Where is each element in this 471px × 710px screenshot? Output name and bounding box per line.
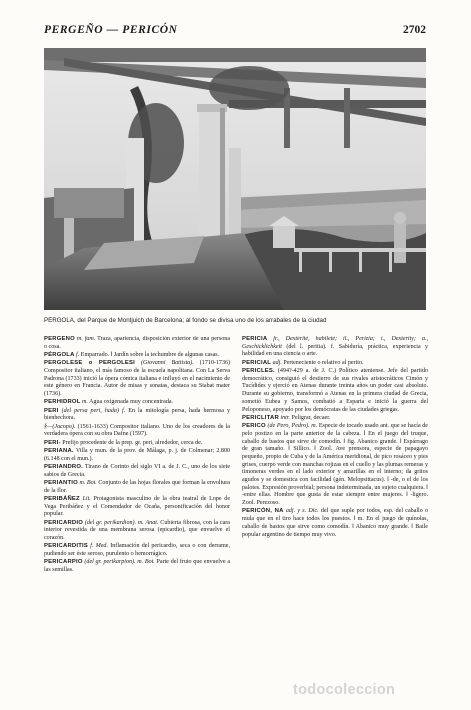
entry-headword: PERICÓN, NA — [242, 508, 284, 515]
running-title: PERGEÑO — PERICÓN — [44, 24, 178, 36]
entry-category: adj. y s. Dic. — [285, 508, 319, 515]
entry-category: (de Pero, Pedro). m. — [267, 423, 318, 430]
entry-definition: (494?-429 a. de J. C.) Político ateniense. Jefe del partido democrático, consiguió el destierro de sus rivales aristocráticos Cimón y Tucídides y ejerció en Atenas durante treinta años un poder casi absoluto. Durante su gobierno, transformó a Atenas en la primera ciudad de Grecia, sometió Eubea y Samos, combatió a Esparta e inició la guerra del Peloponeso, apoyado por los demócratas de las ciudades griegas. — [242, 368, 428, 413]
entry-headword: PÉRGOLA — [44, 352, 75, 358]
entry-definition: Tirano de Corinto del siglo VI a. de J. C., uno de los siete sabios de Grecia. — [44, 464, 230, 478]
page-header — [44, 24, 426, 38]
entry-definition: Villa y mun. de la prov. de Málaga, p. j. de Colmenar; 2.800 (6.148 con el mun.). — [44, 448, 230, 462]
entry-definition: Perteneciente o relativo al perito. — [283, 359, 364, 366]
dictionary-entry — [44, 408, 230, 423]
entry-headword: PERICLITAR — [242, 414, 279, 421]
page-number: 2702 — [403, 24, 426, 36]
entry-category: m. — [82, 399, 88, 406]
entry-definition: (del l. peritia). f. Sabiduría, práctica, experiencia y habilidad en una ciencia o arte. — [242, 343, 428, 358]
photo-illustration — [44, 48, 426, 310]
entry-category: (del gr. perikarpion). m. Bot. — [84, 559, 155, 566]
entry-definition: Prefijo procedente de la prep. gr. peri, alrededor, cerca de. — [62, 439, 203, 446]
photo-caption: PÉRGOLA, del Parque de Montjuich de Barcelona; al fondo se divisa uno de los arrabales de la ciudad — [44, 317, 327, 324]
dictionary-entry — [44, 440, 230, 448]
entry-headword: PERICARDITIS — [44, 543, 88, 550]
entry-category: f. Med. — [90, 543, 108, 550]
entry-category: (del persa peri, hada) f. — [61, 407, 126, 414]
dictionary-entry — [44, 559, 230, 574]
entry-headword: PERI — [44, 407, 59, 414]
entry-definition: Traza, apariencia, disposición exterior de una persona o cosa. — [44, 336, 230, 350]
entry-definition: Agua oxigenada muy concentrada. — [89, 399, 174, 406]
entry-headword: PERIANTIO — [44, 480, 78, 486]
entry-definition: Peligrar, decaer. — [291, 414, 331, 421]
entry-definition: (1561-1633) Compositor italiano. Uno de los creadores de la verdadera ópera con su obra Dafne (1597). — [44, 423, 230, 438]
entry-definition: Emparrado. ‖ Jardín sobre la techumbre de algunas casas. — [80, 352, 220, 358]
entry-category: §—(Jacopo). — [44, 423, 76, 430]
entry-headword: PERICIA — [242, 336, 268, 342]
dictionary-entry — [44, 496, 230, 519]
entry-definition: del que suple por todos, esp. del caballo o mula que en el tiro hace todos los puestos. ‖ m. En el juego de quínolas, caballo de bastos que sirve como comodín. ‖ Abanico muy grande. ‖ Baile popular argentino de tiempo muy vivo. — [242, 508, 428, 538]
entry-headword: PERI- — [44, 439, 61, 446]
entry-headword: PERGEÑO — [44, 336, 75, 342]
left-column — [44, 336, 230, 686]
entry-category: f. — [76, 352, 80, 358]
dictionary-entry — [44, 360, 230, 399]
right-column — [242, 336, 428, 686]
entry-headword: PERICLES. — [242, 368, 275, 374]
entry-category: (del gr. perikardion). m. Anat. — [84, 519, 159, 526]
dictionary-entry — [44, 543, 230, 558]
entry-category: m. Bot. — [79, 480, 97, 486]
dictionary-columns — [44, 336, 428, 686]
pergola-photograph — [44, 48, 426, 310]
entry-definition: Inflamación del pericardio, seca o con derrame, pudiendo ser éste seroso, purulento o hemorrágico. — [44, 543, 230, 558]
dictionary-entry — [44, 352, 230, 360]
entry-headword: PERHIDROL — [44, 399, 81, 406]
entry-definition: Cubierta fibrosa, con la cara interior revestida de una membrana serosa (epicardio), que envuelve el corazón. — [44, 519, 230, 542]
entry-definition: Especie de tocado usado ant. que se hacía de pelo postizo en la parte anterior de la cabeza. ‖ En el juego del truque, caballo de bastos que sirve de comodín. ‖ fig. Abanico grande. ‖ Espárrago de gran tamaño. ‖ Sillico. ‖ Zool. Ave prensora, especie de papagayo pequeño, propio de Cuba y de la América meridional, de pico rosáceo y pies grises, cuerpo verde con manchas rojizas en el cuello y las plumas remeras y timoneras verdes en el lado exterior y amarillas en el interno; da gritos agudos y se domestica con facilidad (gén. Melopsittacus). ‖ -de, o el de los palotes. Expresión proverbial; persona indeterminada, un sujeto cualquiera. ‖ -entre ellas. Hombre que gusta de estar siempre entre mujeres. ‖ -ligero. Zool. Perezoso. — [242, 423, 428, 507]
entry-definition: Conjunto de las hojas florales que forman la envoltura de la flor. — [44, 480, 230, 494]
entry-headword: PERICARDIO — [44, 519, 83, 526]
entry-headword: PERIANDRO. — [44, 464, 83, 470]
entry-category: Lit. — [82, 496, 91, 502]
dictionary-entry — [242, 360, 428, 368]
entry-definition: Parte del fruto que envuelve a las semillas. — [44, 559, 230, 574]
dictionary-entry — [242, 508, 428, 539]
dictionary-entry — [242, 368, 428, 414]
watermark-logo: todocoleccion — [293, 682, 396, 698]
entry-category: adj. — [272, 359, 282, 366]
dictionary-entry — [242, 415, 428, 423]
entry-category: intr. — [280, 414, 290, 421]
dictionary-entry — [44, 464, 230, 479]
dictionary-entry — [44, 424, 230, 439]
entry-headword: PERICARPIO — [44, 559, 83, 566]
entry-category: (Giovanni Battista). — [140, 360, 194, 367]
entry-headword: PERIANA. — [44, 448, 74, 454]
dictionary-entry — [44, 399, 230, 407]
entry-definition: En la mitología persa, hada hermosa y bienhechora. — [44, 407, 230, 422]
entry-category: fr., Dextérité, habileté; il., Perizia; i., Dexterity; a., Geschicklichkeit — [242, 336, 428, 350]
dictionary-entry — [44, 480, 230, 495]
entry-definition: (1710-1736) Compositor italiano, el más famoso de la escuela napolitana. Con La Serva Padrona (1733) inició la ópera cómica italiana e influyó en el nacimiento de este género en Francia. Autor de misas y sonatas, destaca su Stabat mater (1736). — [44, 360, 230, 398]
dictionary-entry — [44, 448, 230, 463]
dictionary-entry — [44, 520, 230, 543]
dictionary-entry — [242, 423, 428, 508]
entry-category: m. fam. — [76, 336, 96, 342]
entry-headword: PERGOLESE o PERGOLESI — [44, 360, 136, 367]
entry-headword: PERICIAL — [242, 359, 272, 366]
entry-definition: Protagonista masculino de la obra teatral de Lope de Vega Peribáñez y el Comendador de Ocaña, personificación del honor popular. — [44, 496, 230, 518]
entry-headword: PERICO — [242, 423, 266, 430]
entry-headword: PERIBÁÑEZ — [44, 496, 80, 502]
dictionary-entry — [44, 336, 230, 351]
dictionary-entry — [242, 336, 428, 359]
